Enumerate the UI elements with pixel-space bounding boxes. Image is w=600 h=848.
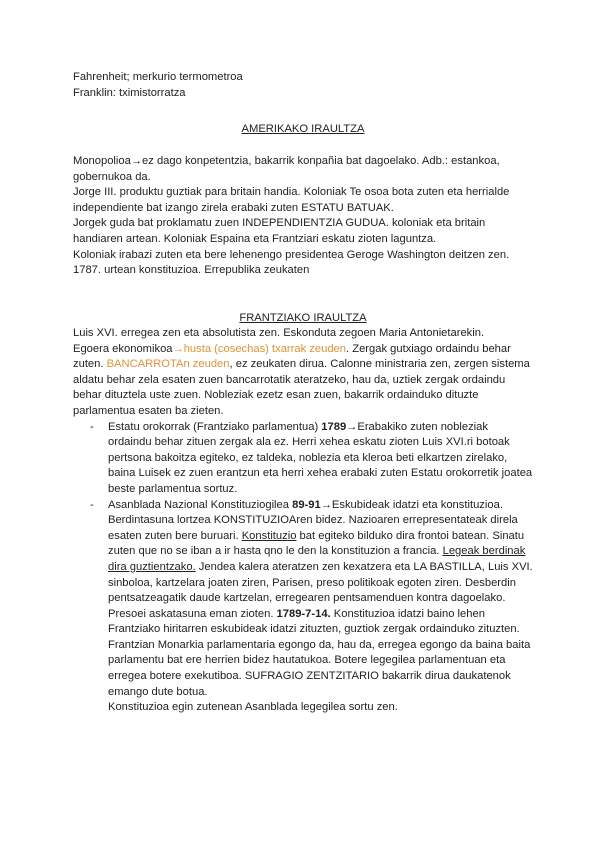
text-run: bat egiteko bilduko dira frontoi batean. Sinatu zuten que no se iban a ir hasta qno le den la konstituzion a francia. — [108, 529, 525, 558]
text-run: →Eskubideak idatzi eta konstituzioa. — [320, 498, 503, 511]
section-title-frantzia — [73, 311, 533, 327]
continuation-paragraph: Konstituzioa egin zutenean Asanblada legegilea sortu zen. — [108, 701, 398, 714]
date-bold: 89-91 — [292, 498, 321, 511]
paragraph: Monopolioa→ez dago konpetentzia, bakarrik konpañia bat dagoelako. Adb.: estankoa, gobernukoa da. — [73, 155, 500, 183]
section-title-amerika — [73, 122, 533, 138]
underlined-text: Konstituzio — [241, 529, 297, 542]
continuation-paragraph: Frantzian Monarkia parlamentaria egongo da, hau da, erregea egongo da baina baita parlamentu bat ere herrien bidez hautatukoa. Botere legegilea parlamentuan eta erregea botere exekutiboa. SUFRAGIO ZENTZITARIO bakarrik dirua daukatenok emango dute botua. — [108, 638, 531, 698]
intro-line: Franklin: tximistorratza — [73, 86, 186, 99]
paragraph: Luis XVI. erregea zen eta absolutista zen. Eskonduta zegoen Maria Antonietarekin. — [73, 327, 485, 339]
text-run: , ez zeukaten dirua. Calonne ministraria zen, zergen sistema aldatu behar zela esaten zuen bancarrotatik ateratzeko, hau da, uztiek zergak ordaindu behar dituztela uste zuen. Nobleziak ezetz esan zuen, bakarrik ordainduko dituzte parlamentua esaten ba zieten. — [73, 358, 530, 417]
bullet-dash: - — [90, 498, 94, 511]
list-item — [73, 420, 533, 498]
list-item — [73, 498, 533, 514]
section-heading: FRANTZIAKO IRAULTZA — [239, 312, 367, 324]
paragraph — [73, 342, 533, 420]
paragraph: Jorgek guda bat proklamatu zuen INDEPENDIENTZIA GUDUA. koloniak eta britain handiaren artean. Koloniak Espaina eta Frantziari eskatu zioten laguntza. — [73, 217, 486, 245]
arrow-icon: → — [172, 342, 184, 355]
paragraph: Jorge III. produktu guztiak para britain handia. Koloniak Te osoa bota zuten eta herrialde independiente bat izango zirela erabaki zuten ESTATU BATUAK. — [73, 186, 510, 214]
underlined-text: Legeak berdinak dira guztientzako. — [108, 545, 526, 573]
text-run: Konstituzioa idatzi baino lehen Frantziako hiritarren eskubideak idatzi zituzten, guztiok zergak ordainduko zituzten. — [108, 607, 520, 636]
amerika-body — [73, 154, 533, 279]
text-run: Egoera ekonomikoa — [73, 342, 173, 355]
bullet-dash: - — [90, 420, 94, 433]
continuation-paragraph — [73, 513, 533, 638]
date-bold: 1789 — [321, 420, 347, 433]
intro-lines — [73, 70, 533, 101]
intro-line: Fahrenheit; merkurio termometroa — [73, 71, 243, 83]
highlight-text: husta (cosechas) txarrak zeuden — [183, 342, 347, 355]
frantzia-body — [73, 326, 533, 716]
text-run: Jendea kalera ateratzen zen kexatzera eta LA BASTILLA, Luis XVI. sinboloa, kartzelara joaten ziren, Parisen, preso politikoak egoten ziren. Desberdin pentsatzeagatik daude kartzelan, erregearen pentsamenduen kontra dagoelako. Presoei askatasuna eman zioten. — [108, 560, 533, 620]
highlight-text: BANCARROTAn zeuden — [106, 358, 230, 371]
text-run: Berdintasuna lortzea KONSTITUZIOAren bidez. Nazioaren errepresentateak direla esaten zuten bere buruari. — [108, 514, 518, 542]
paragraph: 1787. urtean konstituzioa. Errepublika zeukaten — [73, 264, 310, 277]
date-bold: 1789-7-14. — [276, 607, 331, 620]
bullet-list — [73, 420, 533, 514]
text-run: . Zergak gutxiago ordaindu behar zuten. — [73, 342, 511, 371]
section-heading: AMERIKAKO IRAULTZA — [241, 123, 365, 135]
paragraph: Koloniak irabazi zuten eta bere lehenengo presidentea Geroge Washington deitzen zen. — [73, 248, 510, 261]
text-run: Asanblada Nazional Konstituziogilea — [108, 498, 293, 511]
text-run: →Erabakiko zuten nobleziak ordaindu behar zituen zergak ala ez. Herri xehea eskatu zioten Luis XVI.ri botoak pertsona bakoitza egiteko, ez taldeka, noblezia eta kleroa beti elkartzen zirelako, baina Luisek ez zuen erantzun eta herri xehea erabaki zuten Estatu orokorretik joatea beste parlamentua sortuz. — [108, 420, 533, 495]
text-run: Estatu orokorrak (Frantziako parlamentua) — [108, 420, 322, 433]
